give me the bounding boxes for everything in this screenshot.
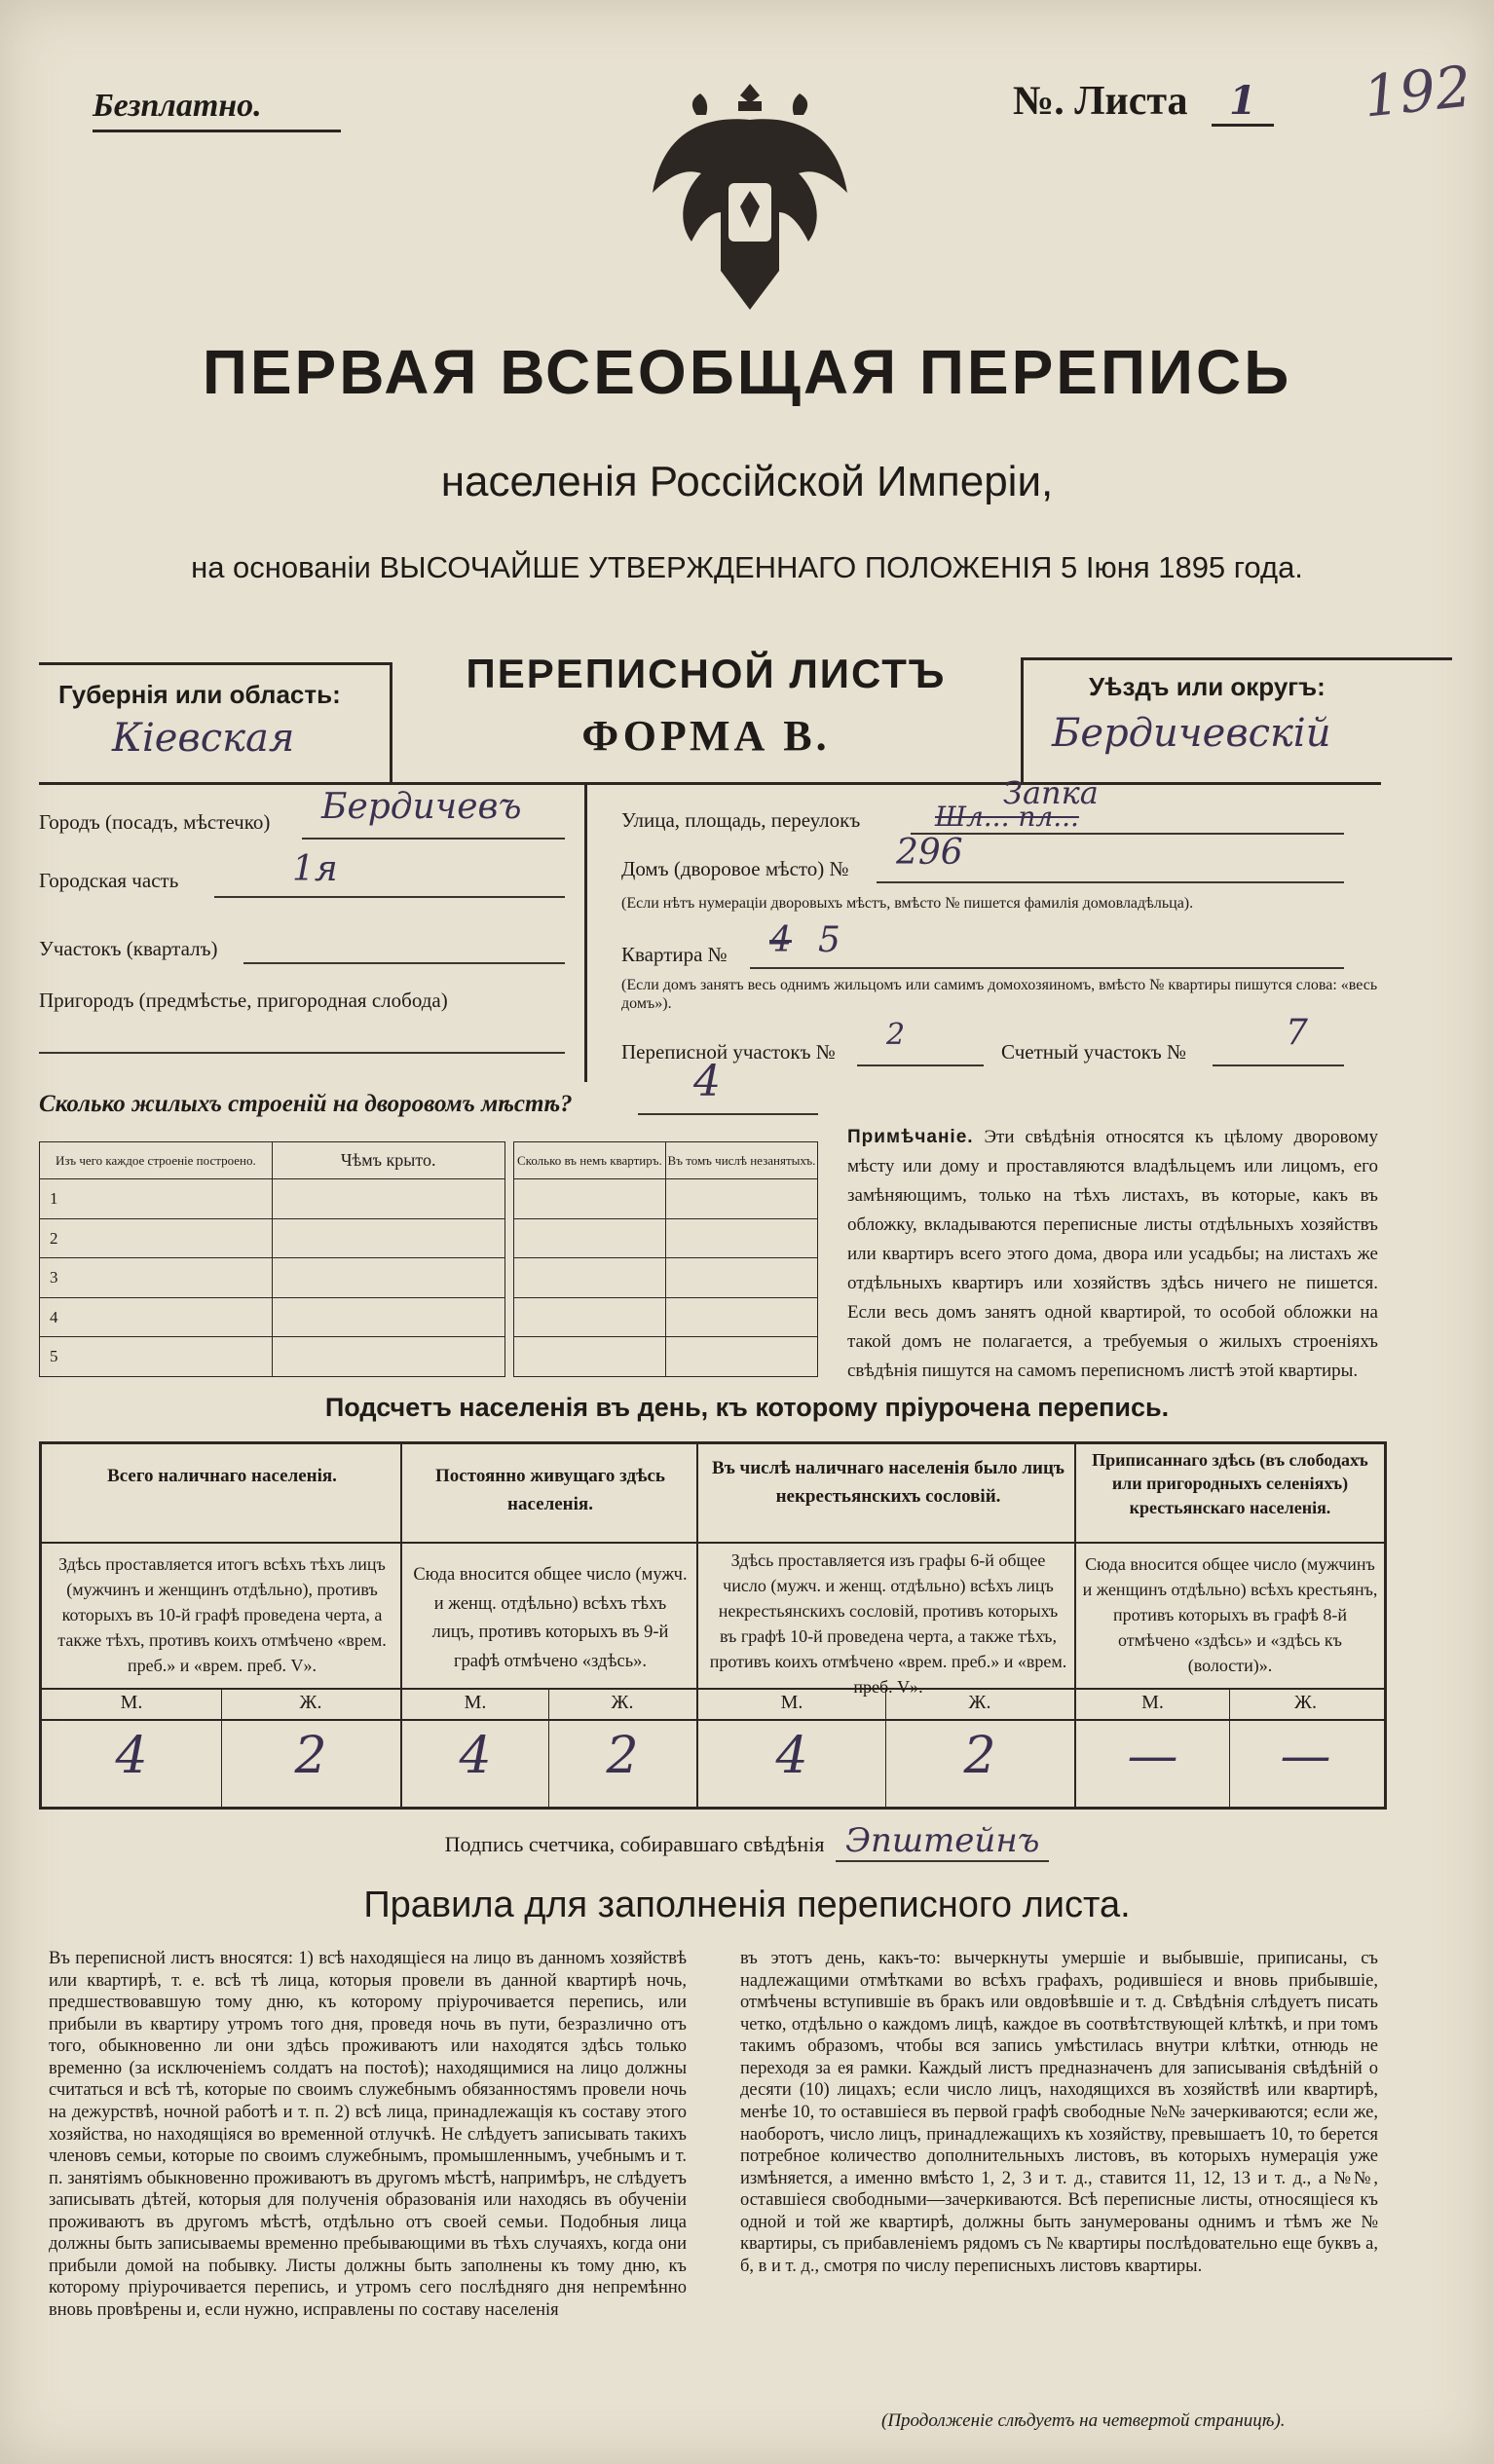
signature-value: Эпштейнъ	[836, 1821, 1049, 1862]
building-row-num: 5	[40, 1337, 273, 1377]
count-male-value: 4	[775, 1727, 808, 1785]
male-label: М.	[120, 1692, 143, 1713]
prigorod-line	[39, 1052, 565, 1054]
address-divider	[584, 785, 587, 1082]
house-line	[877, 881, 1344, 883]
city-part-label: Городская часть	[39, 869, 179, 892]
double-headed-eagle-emblem	[643, 76, 857, 319]
apartment-value: 5	[818, 920, 840, 960]
building-row-num: 1	[40, 1179, 273, 1219]
buildings-answer-line	[638, 1113, 818, 1115]
street-value: Запка	[1003, 774, 1099, 811]
sheet-number-value: 1	[1212, 78, 1274, 127]
col-material: Изъ чего каждое строеніе построено.	[40, 1142, 273, 1179]
apartment-line	[750, 967, 1344, 969]
census-title: ПЕРВАЯ ВСЕОБЩАЯ ПЕРЕПИСЬ	[202, 337, 1292, 407]
sheet-number-label: №. Листа	[1013, 79, 1188, 124]
gubernia-label: Губернія или область:	[58, 680, 341, 709]
count-female-value: 2	[963, 1727, 996, 1785]
apartment-label: Квартира №	[621, 943, 728, 966]
census-district-line	[857, 1064, 984, 1066]
house-label: Домъ (дворовое мѣсто) №	[621, 857, 849, 880]
city-part-value: 1я	[292, 849, 338, 889]
rules-title: Правила для заполненія переписного листа.	[363, 1885, 1131, 1925]
population-count-title: Подсчетъ населенія въ день, къ которому пріурочена перепись.	[324, 1393, 1170, 1422]
free-underline	[93, 130, 341, 132]
census-subtitle: населенія Россійской Имперіи,	[440, 458, 1054, 505]
count-district-line	[1213, 1064, 1344, 1066]
population-count-table	[39, 1441, 1387, 1810]
count-col-body: Здѣсь проставляется изъ графы 6-й общее число (мужч. и женщ. отдѣльно) всѣхъ лицъ некрестьянскихъ сословій, противъ которыхъ въ графѣ 10-й проведена черта, а также тѣхъ, противъ коихъ отмѣчено «врем. преб.» и «врем. преб. V».	[709, 1550, 1067, 1698]
building-row-num: 3	[40, 1258, 273, 1298]
col-vacant: Въ томъ числѣ незанятыхъ.	[665, 1142, 817, 1179]
col-roof: Чѣмъ крыто.	[272, 1142, 504, 1179]
female-label: Ж.	[299, 1692, 322, 1713]
census-legal-basis: на основаніи ВЫСОЧАЙШЕ УТВЕРЖДЕННАГО ПОЛОЖЕНІЯ 5 Іюня 1895 года.	[191, 550, 1303, 584]
form-label: ФОРМА В.	[581, 712, 831, 760]
male-label: М.	[464, 1692, 487, 1713]
uezd-label: Уѣздъ или округъ:	[1089, 672, 1326, 701]
count-female-value: 2	[606, 1727, 639, 1785]
census-district-label: Переписной участокъ №	[621, 1040, 836, 1064]
col-apartments: Сколько въ немъ квартиръ.	[513, 1142, 665, 1179]
count-male-value: 4	[459, 1727, 492, 1785]
house-note: (Если нѣтъ нумераціи дворовыхъ мѣстъ, вмѣсто № пишется фамилія домовладѣльца).	[621, 895, 1194, 912]
city-line	[302, 838, 565, 840]
female-label: Ж.	[1294, 1692, 1317, 1713]
rules-left-column: Въ переписной листъ вносятся: 1) всѣ находящіеся на лицо въ данномъ хозяйствѣ или квартирѣ, т. е. всѣ тѣ лица, которыя провели въ данной квартирѣ ночь, предшествовавшую тому дню, къ которому пріурочивается перепись, или прибыли въ квартиру утромъ того дня, проведя ночь въ пути, безразлично отъ того, обыкновенно ли они здѣсь проживаютъ или находятся здѣсь только временно (за исключеніемъ солдатъ на постоѣ); находящимися на лицо должны считаться и всѣ тѣ, которые по своимъ служебнымъ обязанностямъ провели ночь на дежурствѣ, ночной работѣ и т. п. 2) всѣ лица, принадлежащія къ составу этого хозяйства, но находящіяся во временной отлучкѣ. Не слѣдуетъ записывать такихъ членовъ семьи, которые по своимъ служебнымъ, промышленнымъ, учебнымъ и т. п. занятіямъ обыкновенно проживаютъ въ другомъ мѣстѣ, напримѣръ, не слѣдуетъ записывать дѣтей, которыя для полученія образованія или находясь въ обученіи проживаютъ въ другомъ мѣстѣ, отдѣльно отъ своей семьи. Подобныя лица должны быть записываемы временно пребывающими въ тѣхъ случаяхъ, когда они прибыли домой на побывку. Листы должны быть заполнены къ тому дню, къ которому пріурочивается перепись, и утромъ сего послѣдняго дня непремѣнно вновь провѣрены и, если нужно, исправлены по составу населенія	[49, 1949, 687, 2320]
note-title: Примѣчаніе.	[847, 1127, 974, 1147]
continued-note: (Продолженіе слѣдуетъ на четвертой страницѣ).	[881, 2410, 1286, 2431]
prigorod-label: Пригородъ (предмѣстье, пригородная слобода)	[39, 989, 448, 1012]
house-value: 296	[896, 833, 963, 873]
enumerator-signature	[0, 1821, 1494, 1860]
city-label: Городъ (посадъ, мѣстечко)	[39, 810, 271, 834]
census-district-value: 2	[886, 1018, 906, 1052]
buildings-question: Сколько жилыхъ строеній на дворовомъ мѣстѣ?	[39, 1091, 573, 1117]
male-label: М.	[1141, 1692, 1164, 1713]
note-text: Эти свѣдѣнія относятся къ цѣлому дворовому мѣсту или дому и проставляются владѣльцемъ или лицомъ, его замѣняющимъ, только на тѣхъ листахъ, въ которые, какъ въ обложку, вкладываются переписные листы отдѣльныхъ хозяйствъ или квартиръ всего этого дома, двора или усадьбы; на листахъ же отдѣльныхъ квартиръ или хозяйствъ здѣсь ничего не пишется. Если весь домъ занятъ одной квартирой, то особой обложки на такой домъ не полагается, а требуемыя о жилыхъ строеніяхъ свѣдѣнія пишутся на самомъ переписномъ листѣ этой квартиры.	[847, 1127, 1378, 1382]
male-label: М.	[780, 1692, 803, 1713]
uchastok-line	[243, 962, 565, 964]
apartment-struck: 4	[769, 920, 792, 960]
building-row-num: 4	[40, 1297, 273, 1337]
street-struck: Шл... пл...	[935, 801, 1079, 833]
buildings-table	[39, 1141, 818, 1377]
buildings-answer: 4	[693, 1057, 721, 1106]
apartment-note: (Если домъ занятъ весь однимъ жильцомъ или самимъ домохозяиномъ, вмѣсто № квартиры пишутся слова: «весь домъ»).	[621, 977, 1378, 1013]
signature-label: Подпись счетчика, собиравшаго свѣдѣнія	[444, 1832, 825, 1856]
count-col-head: Приписаннаго здѣсь (въ слободахъ или пригородныхъ селеніяхъ) крестьянскаго населенія.	[1092, 1450, 1368, 1517]
form-title: ПЕРЕПИСНОЙ ЛИСТЪ	[466, 651, 947, 696]
count-col-body: Здѣсь проставляется итогъ всѣхъ тѣхъ лицъ (мужчинъ и женщинъ отдѣльно), противъ которыхъ въ 10-й графѣ проведена черта, а также тѣхъ, противъ коихъ отмѣчено «врем. преб.» и «врем. преб. V».	[57, 1554, 387, 1676]
count-col-head: Въ числѣ наличнаго населенія было лицъ некрестьянскихъ сословій.	[712, 1458, 1064, 1508]
free-label: Безплатно.	[93, 88, 262, 124]
count-female-value: 2	[294, 1727, 327, 1785]
city-value: Бердичевъ	[321, 787, 522, 827]
count-female-value: —	[1280, 1727, 1331, 1785]
uchastok-label: Участокъ (кварталъ)	[39, 937, 218, 960]
header-divider	[39, 782, 1381, 785]
building-row-num: 2	[40, 1218, 273, 1258]
sheet-number	[1013, 78, 1274, 125]
gubernia-value: Кіевская	[112, 716, 295, 761]
count-male-value: —	[1127, 1727, 1178, 1785]
buildings-note	[847, 1123, 1378, 1386]
female-label: Ж.	[611, 1692, 634, 1713]
count-col-body: Сюда вносится общее число (мужч. и женщ. отдѣльно) всѣхъ тѣхъ лицъ, противъ которыхъ въ 9-й графѣ отмѣчено «здѣсь».	[413, 1565, 688, 1671]
uezd-value: Бердичевскій	[1052, 711, 1331, 756]
count-district-label: Счетный участокъ №	[1001, 1040, 1187, 1064]
margin-number: 192	[1360, 53, 1475, 131]
rules-right-column: въ этотъ день, какъ-то: вычеркнуты умершіе и выбывшіе, приписаны, съ надлежащими отмѣтками во всѣхъ графахъ, родившіеся и вновь прибывшіе, отмѣчены вступившіе въ бракъ или овдовѣвшіе и т. д. Свѣдѣнія слѣдуетъ писать четко, отдѣльно о каждомъ лицѣ, каждое въ соотвѣтствующей клѣткѣ, и при томъ такимъ образомъ, чтобы вся запись умѣстилась внутри клѣтки, отнюдь не переходя за ея рамки. Каждый листъ предназначенъ для записыванія свѣдѣній о десяти (10) лицахъ; если число лицъ, находящихся въ хозяйствѣ или квартирѣ, менѣе 10, то оставшіеся въ первой графѣ свободные №№ зачеркиваются; если же, наоборотъ, число лицъ, принадлежащихъ къ хозяйству, превышаетъ 10, то берется потребное количество дополнительныхъ листовъ, въ которыхъ нумерація уже измѣняется, а именно вмѣсто 1, 2, 3 и т. д., ставится 11, 12, 13 и т. д., а №№, оставшіеся свободными—зачеркиваются. Всѣ переписные листы, относящіеся къ одной и той же квартирѣ, должны быть занумерованы однимъ и тѣмъ же № квартиры, съ прибавленіемъ рядомъ съ № квартиры послѣдовательно еще буквъ а, б, в и т. д., смотря по числу переписныхъ листовъ квартиры.	[740, 1949, 1378, 2276]
count-district-value: 7	[1286, 1013, 1308, 1053]
count-male-value: 4	[115, 1727, 148, 1785]
count-col-body: Сюда вносится общее число (мужчинъ и женщинъ отдѣльно) всѣхъ крестьянъ, противъ которыхъ въ графѣ 8-й отмѣчено «здѣсь» и «здѣсь къ (волости)».	[1082, 1554, 1378, 1676]
count-col-head: Постоянно живущаго здѣсь населенія.	[435, 1466, 665, 1515]
street-line	[911, 833, 1344, 835]
city-part-line	[214, 896, 565, 898]
street-label: Улица, площадь, переулокъ	[621, 808, 861, 832]
female-label: Ж.	[968, 1692, 991, 1713]
count-col-head: Всего наличнаго населенія.	[107, 1466, 337, 1486]
